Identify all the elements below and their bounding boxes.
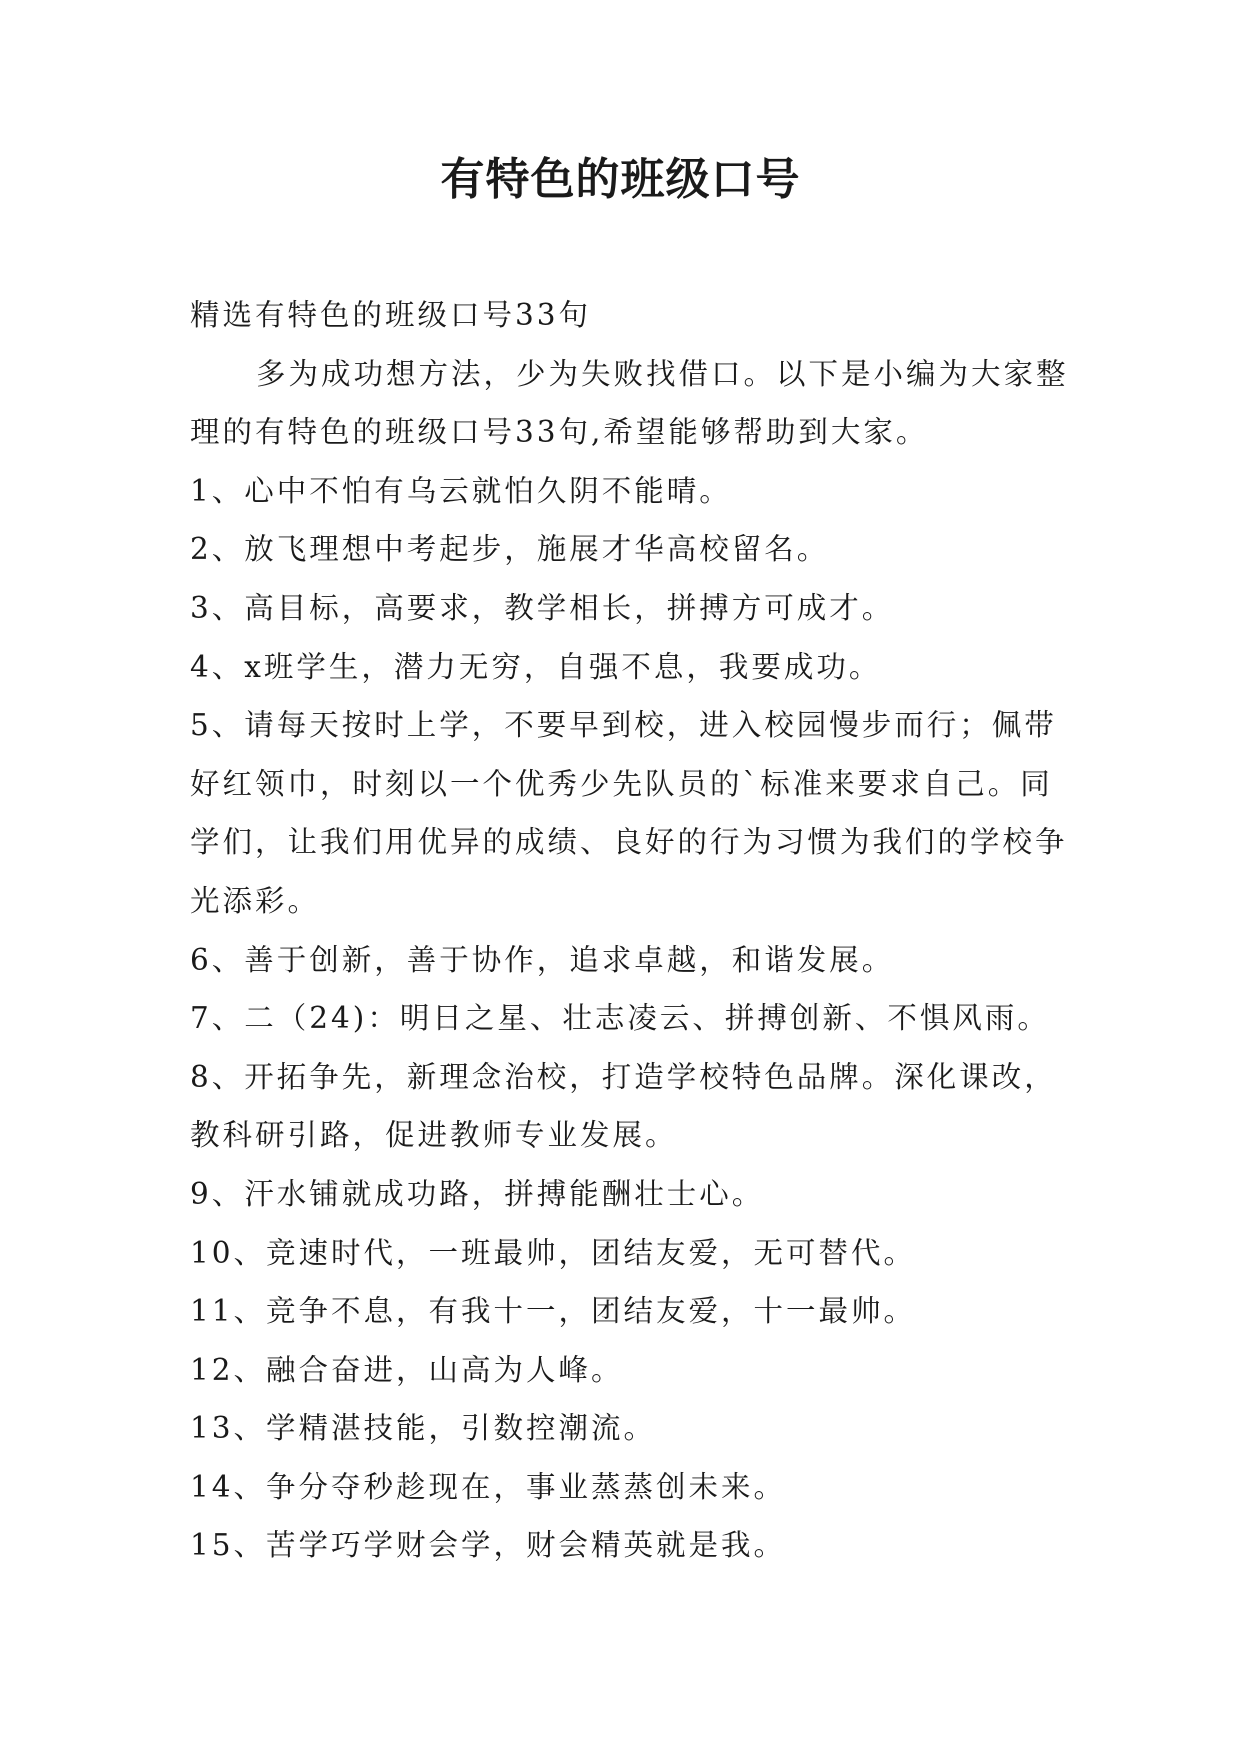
- intro-paragraph: 多为成功想方法，少为失败找借口。以下是小编为大家整理的有特色的班级口号33句,希望能够帮助到大家。: [190, 356, 1069, 450]
- slogan-item: 4、x班学生，潜力无穷，自强不息，我要成功。: [190, 649, 882, 684]
- slogan-item: 12、融合奋进，山高为人峰。: [190, 1352, 624, 1387]
- slogan-item: 9、汗水铺就成功路，拼搏能酬壮士心。: [190, 1176, 765, 1211]
- slogan-item: 2、放飞理想中考起步，施展才华高校留名。: [190, 532, 830, 567]
- slogan-item: 11、竞争不息，有我十一，团结友爱，十一最帅。: [190, 1294, 917, 1329]
- slogan-item: 5、请每天按时上学，不要早到校，进入校园慢步而行；佩带好红领巾，时刻以一个优秀少先队员的`标准来要求自己。同学们，让我们用优异的成绩、良好的行为习惯为我们的学校争光添彩。: [190, 708, 1068, 918]
- intro-heading: 精选有特色的班级口号33句: [190, 298, 592, 332]
- slogan-item: 6、善于创新，善于协作，追求卓越，和谐发展。: [190, 942, 895, 977]
- slogan-item: 10、竞速时代，一班最帅，团结友爱，无可替代。: [190, 1235, 917, 1270]
- slogan-item: 8、开拓争先，新理念治校，打造学校特色品牌。深化课改，教科研引路，促进教师专业发展。: [190, 1059, 1057, 1153]
- slogan-item: 13、学精湛技能，引数控潮流。: [190, 1411, 657, 1446]
- slogan-item: 3、高目标，高要求，教学相长，拼搏方可成才。: [190, 590, 895, 625]
- slogan-item: 14、争分夺秒趁现在，事业蒸蒸创未来。: [190, 1469, 787, 1504]
- document-title: 有特色的班级口号: [440, 154, 801, 205]
- document-body: [190, 286, 1080, 1575]
- slogan-item: 1、心中不怕有乌云就怕久阴不能晴。: [190, 473, 732, 508]
- slogan-item: 15、苦学巧学财会学，财会精英就是我。: [190, 1528, 787, 1563]
- slogan-item: 7、二（24)：明日之星、壮志凌云、拼搏创新、不惧风雨。: [190, 1001, 1050, 1036]
